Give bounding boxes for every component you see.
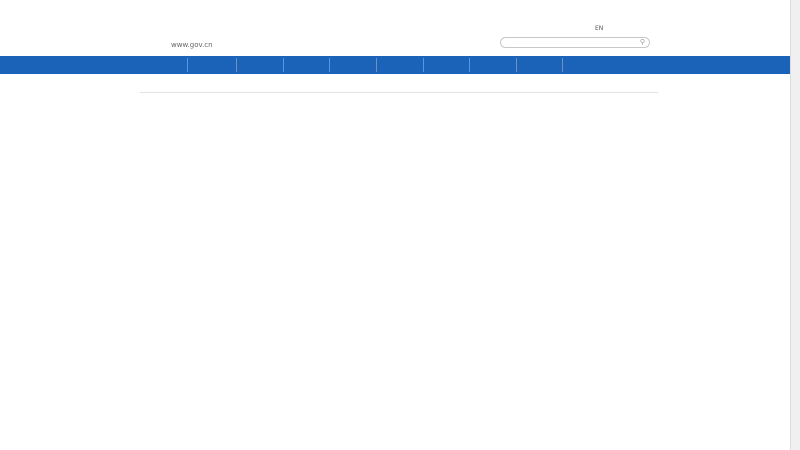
font-size-controls[interactable] [312, 117, 416, 130]
search-icon[interactable]: ⚲ [639, 38, 645, 46]
chapter-heading [362, 344, 434, 357]
regulation-title [270, 312, 530, 332]
issuing-authority [310, 159, 490, 179]
share-buttons[interactable] [426, 116, 484, 130]
nav-home-logo[interactable] [140, 58, 176, 73]
utility-links[interactable] [498, 22, 648, 34]
breadcrumb-divider [140, 92, 658, 93]
decree-number [364, 192, 436, 205]
article-one [170, 372, 610, 400]
page-scrollbar[interactable] [790, 0, 800, 450]
decree-body [170, 222, 630, 250]
site-title[interactable] [170, 20, 366, 42]
utility-link-english[interactable]: EN [595, 25, 604, 32]
national-emblem [140, 22, 166, 50]
search-input[interactable] [500, 37, 650, 48]
article-two [170, 404, 624, 450]
decree-date [548, 268, 604, 280]
minister-signature [532, 255, 604, 267]
nav-menu-items[interactable] [188, 58, 660, 73]
breadcrumb[interactable] [140, 78, 252, 89]
site-url[interactable]: www.gov.cn [171, 41, 213, 49]
